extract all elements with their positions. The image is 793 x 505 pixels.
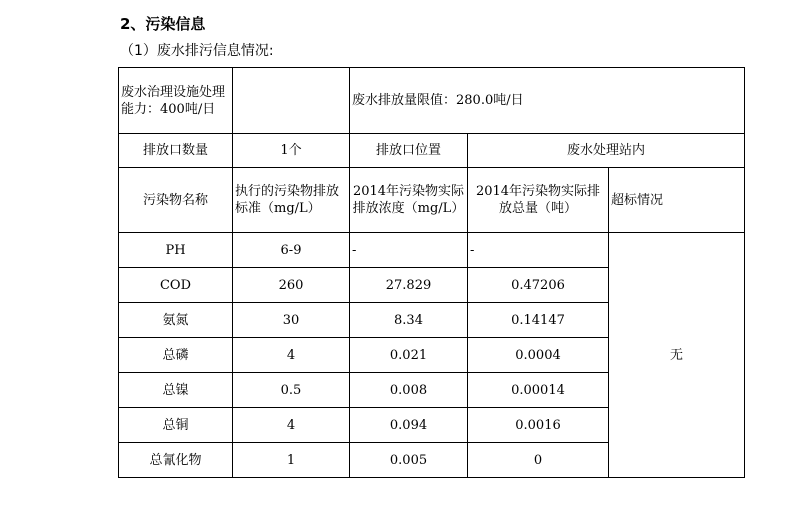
total-value: 0.0004 xyxy=(468,338,609,373)
limit-cell: 废水排放量限值：280.0吨/日 xyxy=(350,68,745,134)
total-value: - xyxy=(468,233,609,268)
header-standard: 执行的污染物排放标准（mg/L） xyxy=(233,168,350,233)
concentration-value: 27.829 xyxy=(350,268,468,303)
pollutant-name: 总磷 xyxy=(119,338,233,373)
outlet-count-value: 1个 xyxy=(233,134,350,168)
outlet-location-label: 排放口位置 xyxy=(350,134,468,168)
header-pollutant: 污染物名称 xyxy=(119,168,233,233)
header-row xyxy=(119,168,745,233)
standard-value: 6-9 xyxy=(233,233,350,268)
total-value: 0 xyxy=(468,443,609,478)
wastewater-info-table xyxy=(118,67,745,478)
outlet-row xyxy=(119,134,745,168)
empty-cell xyxy=(233,68,350,134)
standard-value: 4 xyxy=(233,408,350,443)
capacity-cell: 废水治理设施处理能力：400吨/日 xyxy=(119,68,233,134)
standard-value: 0.5 xyxy=(233,373,350,408)
pollutant-name: 氨氮 xyxy=(119,303,233,338)
standard-value: 260 xyxy=(233,268,350,303)
outlet-location-value: 废水处理站内 xyxy=(468,134,745,168)
total-value: 0.00014 xyxy=(468,373,609,408)
standard-value: 1 xyxy=(233,443,350,478)
header-concentration: 2014年污染物实际排放浓度（mg/L） xyxy=(350,168,468,233)
exceed-value: 无 xyxy=(609,233,745,478)
header-exceed: 超标情况 xyxy=(609,168,745,233)
table-row xyxy=(119,233,745,268)
concentration-value: 0.021 xyxy=(350,338,468,373)
pollutant-name: 总铜 xyxy=(119,408,233,443)
pollutant-name: PH xyxy=(119,233,233,268)
pollutant-name: 总镍 xyxy=(119,373,233,408)
header-total: 2014年污染物实际排放总量（吨） xyxy=(468,168,609,233)
concentration-value: 0.094 xyxy=(350,408,468,443)
concentration-value: 0.008 xyxy=(350,373,468,408)
concentration-value: - xyxy=(350,233,468,268)
standard-value: 30 xyxy=(233,303,350,338)
subsection-heading: （1）废水排污信息情况: xyxy=(120,43,274,59)
concentration-value: 8.34 xyxy=(350,303,468,338)
total-value: 0.14147 xyxy=(468,303,609,338)
pollutant-name: COD xyxy=(119,268,233,303)
section-heading: 2、污染信息 xyxy=(120,15,206,33)
table-body xyxy=(119,68,745,478)
capacity-row xyxy=(119,68,745,134)
standard-value: 4 xyxy=(233,338,350,373)
total-value: 0.47206 xyxy=(468,268,609,303)
outlet-count-label: 排放口数量 xyxy=(119,134,233,168)
concentration-value: 0.005 xyxy=(350,443,468,478)
pollutant-name: 总氰化物 xyxy=(119,443,233,478)
total-value: 0.0016 xyxy=(468,408,609,443)
